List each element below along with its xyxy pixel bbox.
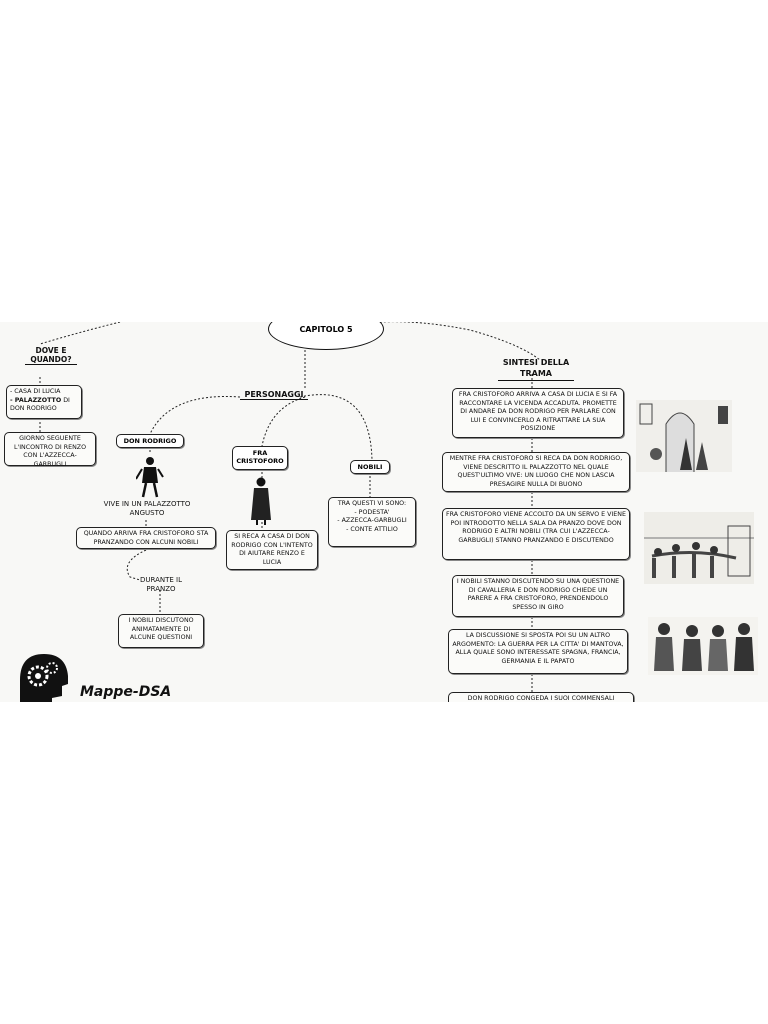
sintesi-item: FRA CRISTOFORO VIENE ACCOLTO DA UN SERVO E VIENE POI INTRODOTTO NELLA SALA DA PRANZO DOVE DON RODRIGO E ALTRI NOBILI (TRA CUI L'AZZECCA-GARBUGLI) STANNO PRANZANDO E DISCUTENDO bbox=[442, 508, 630, 560]
concept-map bbox=[0, 322, 768, 702]
place-box bbox=[6, 385, 82, 419]
fra-cristoforo-desc-box: SI RECA A CASA DI DON RODRIGO CON L'INTENTO DI AIUTARE RENZO E LUCIA bbox=[226, 530, 318, 570]
nobili-discutono-box: I NOBILI DISCUTONO ANIMATAMENTE DI ALCUNE QUESTIONI bbox=[118, 614, 204, 648]
don-rodrigo-node: DON RODRIGO bbox=[116, 434, 184, 448]
nobili-item: - PODESTA' bbox=[354, 508, 390, 516]
sintesi-item: MENTRE FRA CRISTOFORO SI RECA DA DON RODRIGO, VIENE DESCRITTO IL PALAZZOTTO NEL QUALE QUEST'ULTIMO VIVE: UN LUOGO CHE NON LASCIA PRESAGIRE NULLA DI BUONO bbox=[442, 452, 630, 492]
mappe-dsa-logo-icon bbox=[12, 650, 70, 702]
nobili-item: - AZZECCA-GARBUGLI bbox=[337, 517, 407, 524]
personaggi-title: PERSONAGGI bbox=[240, 390, 308, 400]
sintesi-title: SINTESI DELLA TRAMA bbox=[498, 358, 574, 381]
nobili-desc-box bbox=[328, 497, 416, 547]
don-rodrigo-during: DURANTE IL PRANZO bbox=[139, 576, 182, 594]
don-rodrigo-when-box: QUANDO ARRIVA FRA CRISTOFORO STA PRANZANDO CON ALCUNI NOBILI bbox=[76, 527, 216, 549]
sintesi-item: FRA CRISTOFORO ARRIVA A CASA DI LUCIA E SI FA RACCONTARE LA VICENDA ACCADUTA. PROMETTE DI ANDARE DA DON RODRIGO PER PARLARE CON LUI E CONVINCERLO A RITRATTARE LA SUA POSIZIONE bbox=[452, 388, 624, 438]
center-title: CAPITOLO 5 bbox=[299, 325, 353, 334]
sintesi-item: LA DISCUSSIONE SI SPOSTA POI SU UN ALTRO ARGOMENTO: LA GUERRA PER LA CITTA' DI MANTOVA, ALLA QUALE SONO INTERESSATE SPAGNA, FRANCIA, GERMANIA E IL PAPATO bbox=[448, 629, 628, 674]
sintesi-item: I NOBILI STANNO DISCUTENDO SU UNA QUESTIONE DI CAVALLERIA E DON RODRIGO CHIEDE UN PARERE A FRA CRISTOFORO, PRENDENDOLO SPESSO IN GIRO bbox=[452, 575, 624, 617]
nobili-intro: TRA QUESTI VI SONO: bbox=[337, 500, 407, 507]
nobili-node: NOBILI bbox=[350, 460, 390, 474]
discussion-illustration bbox=[648, 617, 758, 675]
logo-text: Mappe-DSA bbox=[80, 684, 172, 700]
don-rodrigo-figure bbox=[136, 455, 164, 501]
dove-quando-title: DOVE E QUANDO? bbox=[25, 346, 77, 365]
nobili-item: - CONTE ATTILIO bbox=[346, 525, 398, 533]
place-prefix: - CASA DI LUCIA bbox=[10, 388, 61, 395]
sintesi-item: DON RODRIGO CONGEDA I SUOI COMMENSALI bbox=[448, 692, 634, 702]
fra-cristoforo-node: FRA CRISTOFORO bbox=[232, 446, 288, 470]
place-bold: - PALAZZOTTO bbox=[10, 396, 62, 404]
time-box: GIORNO SEGUENTE L'INCONTRO DI RENZO CON L'AZZECCA-GARBUGLI bbox=[4, 432, 96, 466]
place-suffix: DI DON RODRIGO bbox=[10, 396, 70, 412]
dining-hall-illustration bbox=[644, 512, 754, 584]
don-rodrigo-desc: VIVE IN UN PALAZZOTTO ANGUSTO bbox=[103, 500, 191, 518]
fra-cristoforo-figure bbox=[248, 476, 274, 526]
house-illustration bbox=[636, 394, 736, 474]
